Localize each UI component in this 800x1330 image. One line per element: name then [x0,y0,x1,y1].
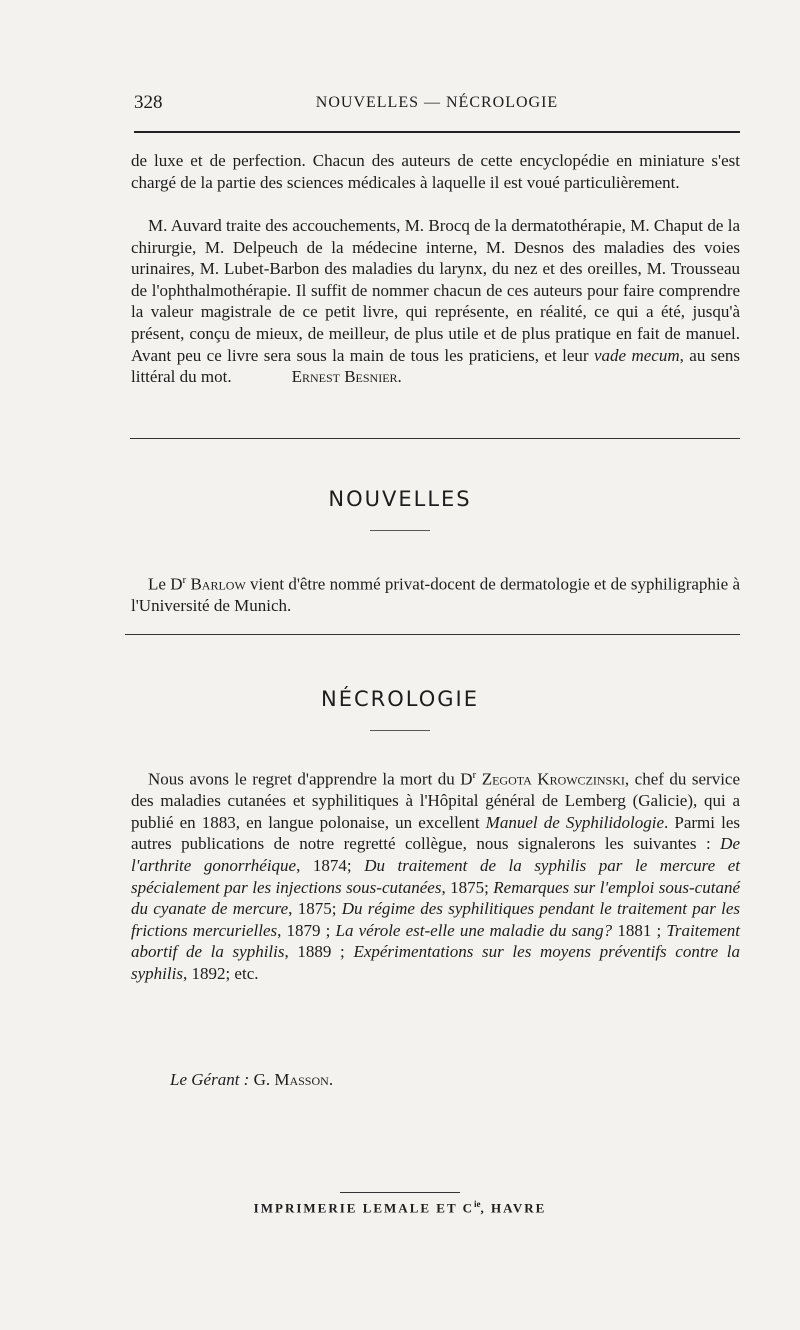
publication-title: La vérole est-elle une maladie du sang? [335,920,613,940]
nouvelles-title-rule [370,530,430,531]
necrologie-title-rule [370,730,430,731]
publication-title: Expérimentations sur les moyens préventifs contre la syphilis [131,942,740,983]
running-title: NOUVELLES — NÉCROLOGIE [315,94,559,111]
nouvelles-paragraph: Le $D^r$ Barlow vient d'être nommé privat-docent de dermatologie et de syphiligraphie à l'Université de Munich. [131,574,740,616]
person-name: Barlow [190,574,246,594]
person-name: Zegota Krowczinski [481,769,625,789]
section-divider [130,438,740,439]
review-signature: Ernest Besnier. [291,367,402,387]
page-number: 328 [134,92,163,113]
publication-title: Remarques sur l'emploi sous-cutané du cyanate de mercure [131,877,740,919]
necrologie-paragraph: Nous avons le regret d'apprendre la mort du $D^r$ Zegota Krowczinski, chef du service des maladies cutanées et syphilitiques à l'Hôpital général de Lemberg (Galicie), qui a publié en 1883, en langue polonaise, un excellent Manuel de Syphilidologie. Parmi les autres publications de notre regretté collègue, nous signalerons les suivantes : De l'arthrite gonorrhéique, 1874; Du traitement de la syphilis par le mercure et spécialement par les injections sous-cutanées, 1875; Remarques sur l'emploi sous-cutané du cyanate de mercure, 1875; Du régime des syphilitiques pendant le traitement par les frictions mercurielles, 1879 ; La vérole est-elle une maladie du sang? 1881 ; Traitement abortif de la syphilis, 1889 ; Expérimentations sur les moyens préventifs contre la syphilis, 1892; etc. [131,769,741,983]
review-lead-paragraph: de luxe et de perfection. Chacun des auteurs de cette encyclopédie en miniature s'est chargé de la partie des sciences médicales à laquelle il est voué particulièrement. [131,151,740,192]
header-rule [134,131,740,133]
section-divider [125,634,740,635]
nouvelles-title: NOUVELLES [328,487,472,511]
publication-title: Manuel de Syphilidologie [485,812,665,832]
review-body-paragraph: M. Auvard traite des accouchements, M. Brocq de la dermatothérapie, M. Chaput de la chirurgie, M. Delpeuch de la médecine interne, M. Desnos des maladies des voies urinaires, M. Lubet-Barbon des maladies du larynx, du nez et des oreilles, M. Trousseau de l'ophthalmothérapie. Il suffit de nommer chacun de ces auteurs pour faire comprendre la valeur magistrale de ce petit livre, qui représente, en réalité, ce qui a été, jusqu'à présent, conçu de mieux, de meilleur, de plus utile et de plus pratique en fait de manuel. Avant peu ce livre sera sous la main de tous les praticiens, et leur vade mecum, au sens littéral du mot. Ernest Besnier. [131,216,741,387]
necrologie-title: NÉCROLOGIE [321,687,479,711]
gerant-name: G. Masson. [253,1070,334,1089]
publication-title: Du régime des syphilitiques pendant le traitement par les frictions mercurielles [131,899,740,940]
running-head [134,92,740,116]
publication-title: De l'arthrite gonorrhéique [131,834,740,876]
publication-title: Du traitement de la syphilis par le mercure et spécialement par les injections sous-cutanées [131,856,740,897]
printer-imprint: IMPRIMERIE LEMALE ET $C^{ie}$, HAVRE [253,1199,547,1216]
publication-title: Traitement abortif de la syphilis [131,920,740,962]
latin-term: vade mecum [593,345,680,365]
gerant-line: Le Gérant : G. Masson. [170,1070,334,1089]
imprint-rule [340,1192,460,1193]
